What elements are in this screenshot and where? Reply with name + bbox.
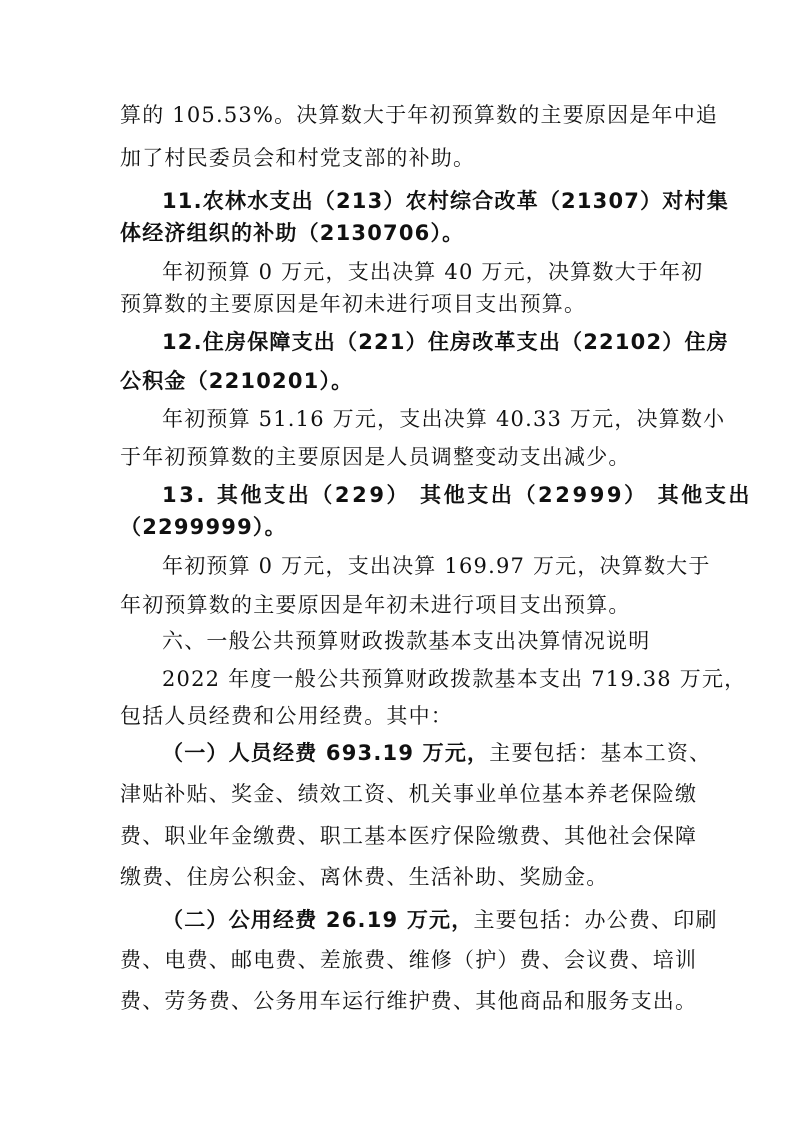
section-heading-13: 13. 其他支出（229） 其他支出（22999） 其他支出 — [162, 483, 753, 507]
body-text-line: 加了村民委员会和村党支部的补助。 — [120, 146, 476, 170]
body-text-line: 预算数的主要原因是年初未进行项目支出预算。 — [120, 292, 587, 316]
personnel-expenses-heading: （一）人员经费 693.19 万元， — [162, 741, 490, 765]
body-text-line: 缴费、住房公积金、离休费、生活补助、奖励金。 — [120, 865, 609, 889]
body-text-line: 津贴补贴、奖金、绩效工资、机关事业单位基本养老保险缴 — [120, 782, 698, 806]
section-heading-6: 六、一般公共预算财政拨款基本支出决算情况说明 — [162, 629, 651, 653]
body-text-line: 年初预算 51.16 万元，支出决算 40.33 万元，决算数小 — [162, 407, 726, 431]
body-text-line: 费、电费、邮电费、差旅费、维修（护）费、会议费、培训 — [120, 948, 698, 972]
body-text-line: 算的 105.53%。决算数大于年初预算数的主要原因是年中追 — [120, 103, 719, 127]
section-heading-12: 12.住房保障支出（221）住房改革支出（22102）住房 — [162, 330, 729, 354]
body-text-line: 年初预算数的主要原因是年初未进行项目支出预算。 — [120, 593, 631, 617]
body-text-line: 年初预算 0 万元，支出决算 40 万元，决算数大于年初 — [162, 260, 704, 284]
body-text-line: 包括人员经费和公用经费。其中： — [120, 704, 453, 728]
paragraph-personnel-expenses — [162, 738, 712, 768]
personnel-expenses-text: 主要包括：基本工资、 — [489, 741, 712, 765]
section-heading-12-cont: 公积金（2210201）。 — [120, 369, 354, 393]
body-text-line: 费、职业年金缴费、职工基本医疗保险缴费、其他社会保障 — [120, 824, 698, 848]
body-text-line: 于年初预算数的主要原因是人员调整变动支出减少。 — [120, 445, 631, 469]
body-text-line: 费、劳务费、公务用车运行维护费、其他商品和服务支出。 — [120, 989, 698, 1013]
public-expenses-heading: （二）公用经费 26.19 万元， — [162, 908, 474, 932]
paragraph-public-expenses — [162, 905, 718, 935]
public-expenses-text: 主要包括：办公费、印刷 — [473, 908, 718, 932]
section-heading-13-cont: （2299999）。 — [120, 515, 287, 539]
body-text-line: 2022 年度一般公共预算财政拨款基本支出 719.38 万元， — [162, 667, 747, 691]
section-heading-11-cont: 体经济组织的补助（2130706）。 — [120, 221, 465, 245]
section-heading-11: 11.农林水支出（213）农村综合改革（21307）对村集 — [162, 189, 729, 213]
body-text-line: 年初预算 0 万元，支出决算 169.97 万元，决算数大于 — [162, 554, 711, 578]
